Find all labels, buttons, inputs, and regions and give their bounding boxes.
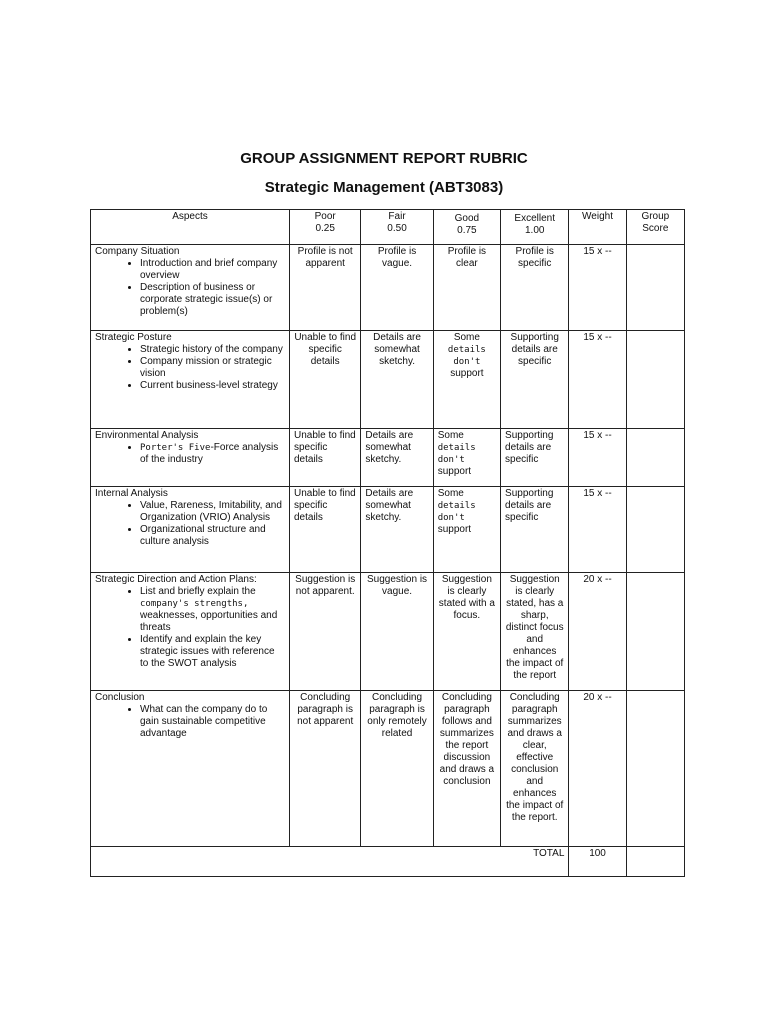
aspect-bullet: • Value, Rareness, Imitability, and Organization (VRIO) Analysis (140, 500, 285, 524)
excellent-cell: Supporting details are specific (501, 331, 569, 429)
header-group-score: Group Score (626, 210, 684, 245)
aspect-cell (91, 487, 290, 573)
aspect-bullet: • Organizational structure and culture analysis (140, 524, 285, 548)
poor-cell: Suggestion is not apparent. (290, 573, 361, 691)
aspect-bullet: • Porter's Five-Force analysis of the industry (140, 442, 285, 466)
header-aspects: Aspects (91, 210, 290, 245)
aspect-cell (91, 245, 290, 331)
weight-cell: 15 x -- (569, 331, 626, 429)
aspect-title: Strategic Posture (95, 332, 172, 343)
aspect-cell (91, 691, 290, 847)
weight-cell: 15 x -- (569, 245, 626, 331)
header-poor: Poor 0.25 (290, 210, 361, 245)
total-row (91, 847, 685, 877)
weight-cell: 20 x -- (569, 691, 626, 847)
group-score-cell (626, 573, 684, 691)
good-cell: Suggestion is clearly stated with a focus. (433, 573, 500, 691)
aspect-cell (91, 331, 290, 429)
table-row (91, 487, 685, 573)
total-label: TOTAL (91, 847, 569, 877)
aspect-title: Internal Analysis (95, 488, 168, 499)
poor-cell: Unable to find specific details (290, 487, 361, 573)
table-row (91, 429, 685, 487)
aspect-bullet: • Company mission or strategic vision (140, 356, 285, 380)
poor-cell: Concluding paragraph is not apparent (290, 691, 361, 847)
good-cell: Concluding paragraph follows and summarizes the report discussion and draws a conclusion (433, 691, 500, 847)
aspect-bullet: • List and briefly explain the company's strengths, weaknesses, opportunities and threats (140, 586, 285, 634)
group-score-cell (626, 487, 684, 573)
group-score-cell (626, 331, 684, 429)
poor-cell: Unable to find specific details (290, 331, 361, 429)
fair-cell: Profile is vague. (361, 245, 433, 331)
good-cell: Some details don't support (433, 331, 500, 429)
poor-cell: Profile is not apparent (290, 245, 361, 331)
group-score-cell (626, 691, 684, 847)
table-row (91, 573, 685, 691)
document-title: GROUP ASSIGNMENT REPORT RUBRIC (240, 150, 528, 167)
table-header-row (91, 210, 685, 245)
aspect-bullet: • Description of business or corporate strategic issue(s) or problem(s) (140, 282, 285, 318)
aspect-title: Conclusion (95, 692, 145, 703)
header-weight: Weight (569, 210, 626, 245)
excellent-cell: Suggestion is clearly stated, has a sharp, distinct focus and enhances the impact of the report (501, 573, 569, 691)
header-good: Good 0.75 (433, 210, 500, 245)
weight-cell: 15 x -- (569, 487, 626, 573)
good-cell: Some details don't support (433, 487, 500, 573)
fair-cell: Suggestion is vague. (361, 573, 433, 691)
aspect-bullet: • Strategic history of the company (140, 344, 285, 356)
aspect-bullet: • Identify and explain the key strategic issues with reference to the SWOT analysis (140, 634, 285, 670)
aspect-bullet: • Introduction and brief company overview (140, 258, 285, 282)
header-fair: Fair 0.50 (361, 210, 433, 245)
excellent-cell: Supporting details are specific (501, 429, 569, 487)
document-subtitle: Strategic Management (ABT3083) (264, 179, 504, 196)
group-score-cell (626, 429, 684, 487)
total-value: 100 (569, 847, 626, 877)
header-excellent: Excellent 1.00 (501, 210, 569, 245)
excellent-cell: Supporting details are specific (501, 487, 569, 573)
fair-cell: Details are somewhat sketchy. (361, 487, 433, 573)
weight-cell: 15 x -- (569, 429, 626, 487)
good-cell: Some details don't support (433, 429, 500, 487)
excellent-cell: Profile is specific (501, 245, 569, 331)
table-row (91, 245, 685, 331)
weight-cell: 20 x -- (569, 573, 626, 691)
excellent-cell: Concluding paragraph summarizes and draws a clear, effective conclusion and enhances the impact of the report. (501, 691, 569, 847)
aspect-bullet: • Current business-level strategy (140, 380, 285, 392)
aspect-title: Company Situation (95, 246, 180, 257)
rubric-table (90, 209, 685, 877)
table-row (91, 691, 685, 847)
group-score-cell (626, 245, 684, 331)
fair-cell: Details are somewhat sketchy. (361, 429, 433, 487)
aspect-title: Strategic Direction and Action Plans: (95, 574, 257, 585)
aspect-title: Environmental Analysis (95, 430, 199, 441)
poor-cell: Unable to find specific details (290, 429, 361, 487)
aspect-cell (91, 429, 290, 487)
fair-cell: Details are somewhat sketchy. (361, 331, 433, 429)
aspect-bullet: • What can the company do to gain sustainable competitive advantage (140, 704, 285, 740)
good-cell: Profile is clear (433, 245, 500, 331)
fair-cell: Concluding paragraph is only remotely related (361, 691, 433, 847)
aspect-cell (91, 573, 290, 691)
total-group-score-cell (626, 847, 684, 877)
table-row (91, 331, 685, 429)
